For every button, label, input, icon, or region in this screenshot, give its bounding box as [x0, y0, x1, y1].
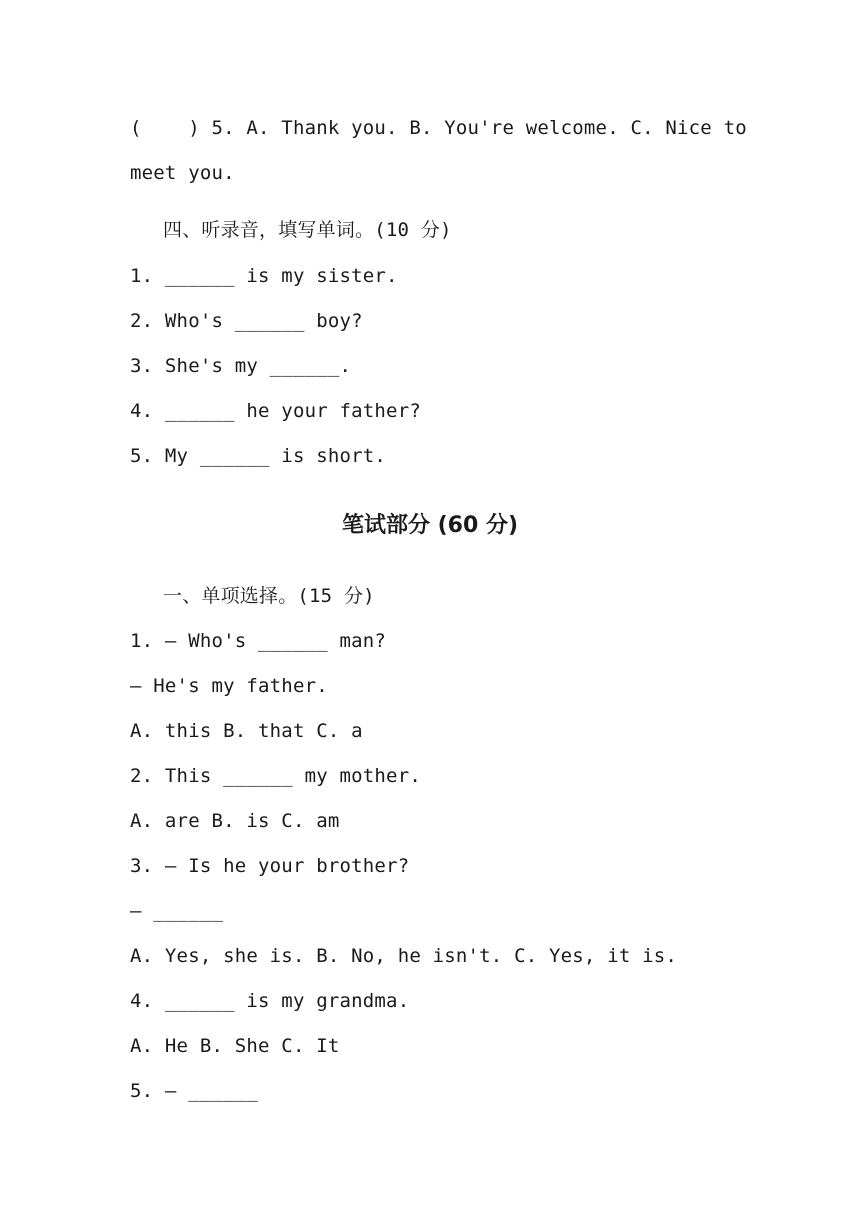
choice-q4-stem: 4. ______ is my grandma.: [130, 990, 410, 1012]
choice-q2-options: A. are B. is C. am: [130, 810, 340, 832]
listening-question-5-line-2: meet you.: [130, 162, 235, 184]
choice-q5-stem: 5. — ______: [130, 1080, 259, 1102]
choice-q2-stem: 2. This ______ my mother.: [130, 765, 421, 787]
choice-q3-options: A. Yes, she is. B. No, he isn't. C. Yes, it is.: [130, 945, 678, 967]
written-part-heading: 笔试部分 (60 分): [341, 513, 519, 538]
choice-q3-stem: 3. — Is he your brother?: [130, 855, 410, 877]
section-1-title: 一、单项选择。(15 分): [163, 585, 375, 607]
fill-item-5: 5. My ______ is short.: [130, 445, 387, 467]
section-4-title: 四、听录音，填写单词。(10 分): [163, 219, 452, 241]
fill-item-4: 4. ______ he your father?: [130, 400, 421, 422]
choice-q1-answer: — He's my father.: [130, 675, 328, 697]
listening-question-5-line-1: ( ) 5. A. Thank you. B. You're welcome. C. Nice to: [130, 117, 747, 139]
choice-q3-answer: — ______: [130, 900, 224, 922]
fill-item-3: 3. She's my ______.: [130, 355, 352, 377]
fill-item-1: 1. ______ is my sister.: [130, 265, 398, 287]
fill-item-2: 2. Who's ______ boy?: [130, 310, 363, 332]
choice-q1-options: A. this B. that C. a: [130, 720, 363, 742]
choice-q1-stem: 1. — Who's ______ man?: [130, 630, 387, 652]
choice-q4-options: A. He B. She C. It: [130, 1035, 340, 1057]
